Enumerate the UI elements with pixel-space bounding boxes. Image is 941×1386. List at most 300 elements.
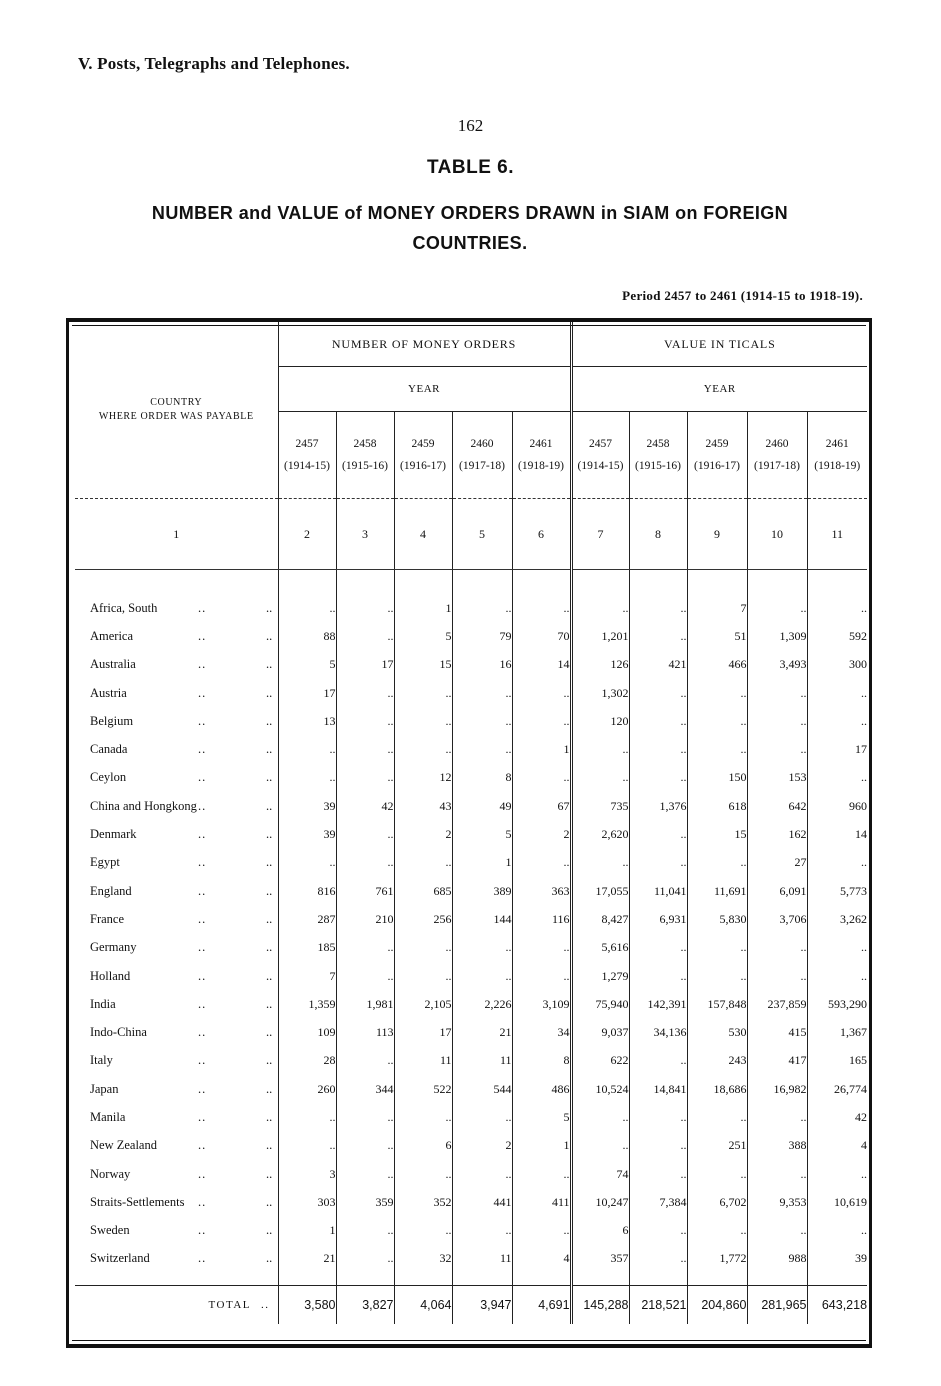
country-header <box>75 322 278 499</box>
country-cell <box>75 594 278 622</box>
value-cell: 6,702 <box>687 1188 747 1216</box>
value-cell: .. <box>336 735 394 763</box>
value-cell: 1 <box>512 1132 571 1160</box>
leader-dots: .. <box>198 1025 207 1040</box>
leader-dots: .. <box>198 770 207 785</box>
value-cell: .. <box>571 764 629 792</box>
total-cell: 3,580 <box>278 1286 336 1325</box>
value-cell: 344 <box>336 1075 394 1103</box>
year-ad: (1918-19) <box>814 460 861 472</box>
value-cell: 417 <box>747 1047 807 1075</box>
value-cell: 988 <box>747 1245 807 1273</box>
value-cell: 21 <box>452 1018 512 1046</box>
value-cell: .. <box>394 962 452 990</box>
value-cell: 7 <box>278 962 336 990</box>
value-cell: 2 <box>512 820 571 848</box>
table-row <box>75 849 867 877</box>
table-row <box>75 1132 867 1160</box>
value-cell: 11 <box>394 1047 452 1075</box>
value-cell: 1,772 <box>687 1245 747 1273</box>
country-cell <box>75 1217 278 1245</box>
value-cell: .. <box>512 849 571 877</box>
value-cell: 210 <box>336 905 394 933</box>
value-cell: 5,616 <box>571 934 629 962</box>
value-cell: .. <box>452 679 512 707</box>
value-cell: .. <box>336 1047 394 1075</box>
value-cell: .. <box>629 849 687 877</box>
leader-dots: .. <box>198 940 207 955</box>
country-name: Denmark <box>90 827 137 842</box>
page-number: 162 <box>457 116 484 135</box>
country-cell <box>75 651 278 679</box>
country-name: Australia <box>90 657 136 672</box>
value-cell: 352 <box>394 1188 452 1216</box>
value-cell: .. <box>394 735 452 763</box>
value-cell: .. <box>452 1160 512 1188</box>
country-cell <box>75 1160 278 1188</box>
value-cell: 14 <box>512 651 571 679</box>
year-header-col-11 <box>807 412 867 499</box>
leader-dots: .. <box>198 827 207 842</box>
value-cell: .. <box>747 594 807 622</box>
value-cell: .. <box>629 707 687 735</box>
value-cell: 6 <box>571 1217 629 1245</box>
country-cell <box>75 622 278 650</box>
value-cell: 142,391 <box>629 990 687 1018</box>
value-cell: 26,774 <box>807 1075 867 1103</box>
value-cell: 42 <box>336 792 394 820</box>
year-be: 2460 <box>470 438 494 450</box>
value-cell: 260 <box>278 1075 336 1103</box>
column-number-4: 4 <box>394 499 452 570</box>
table-row <box>75 1245 867 1273</box>
value-cell: .. <box>687 707 747 735</box>
year-ad: (1917-18) <box>754 460 801 472</box>
table-row <box>75 679 867 707</box>
value-cell: 6 <box>394 1132 452 1160</box>
total-cell: 643,218 <box>807 1286 867 1325</box>
value-cell: .. <box>807 962 867 990</box>
value-cell: 88 <box>278 622 336 650</box>
value-cell: 17 <box>807 735 867 763</box>
total-cell: 3,947 <box>452 1286 512 1325</box>
value-cell: 593,290 <box>807 990 867 1018</box>
value-cell: 79 <box>452 622 512 650</box>
value-cell: 363 <box>512 877 571 905</box>
country-name: Holland <box>90 968 131 983</box>
country-cell <box>75 679 278 707</box>
country-cell <box>75 905 278 933</box>
country-name: Ceylon <box>90 770 127 785</box>
year-ad: (1917-18) <box>459 460 505 472</box>
value-cell: .. <box>747 934 807 962</box>
value-cell: 1,376 <box>629 792 687 820</box>
value-cell: 1,309 <box>747 622 807 650</box>
value-cell: 3,493 <box>747 651 807 679</box>
value-cell: 113 <box>336 1018 394 1046</box>
value-cell: .. <box>336 1245 394 1273</box>
value-cell: 735 <box>571 792 629 820</box>
value-cell: .. <box>336 849 394 877</box>
value-cell: 75,940 <box>571 990 629 1018</box>
value-cell: 109 <box>278 1018 336 1046</box>
value-cell: 10,619 <box>807 1188 867 1216</box>
country-name: America <box>90 628 134 643</box>
value-cell: .. <box>571 594 629 622</box>
value-cell: 17 <box>394 1018 452 1046</box>
value-cell: 618 <box>687 792 747 820</box>
value-cell: 39 <box>278 792 336 820</box>
value-cell: .. <box>807 849 867 877</box>
value-cell: 287 <box>278 905 336 933</box>
leader-dots: .. <box>198 628 207 643</box>
value-cell: 11 <box>452 1245 512 1273</box>
column-number-2: 2 <box>278 499 336 570</box>
value-cell: .. <box>394 1160 452 1188</box>
value-cell: .. <box>278 1132 336 1160</box>
year-be: 2461 <box>529 438 553 450</box>
country-name: Germany <box>90 940 137 955</box>
country-name: Japan <box>90 1081 119 1096</box>
value-cell: 5 <box>278 651 336 679</box>
value-cell: 17,055 <box>571 877 629 905</box>
value-cell: 256 <box>394 905 452 933</box>
value-cell: 421 <box>629 651 687 679</box>
year-ad: (1915-16) <box>342 460 388 472</box>
value-cell: 6,091 <box>747 877 807 905</box>
country-cell <box>75 990 278 1018</box>
leader-dots: .. <box>266 798 273 813</box>
value-cell: 16,982 <box>747 1075 807 1103</box>
value-cell: 530 <box>687 1018 747 1046</box>
year-ad: (1915-16) <box>635 460 682 472</box>
value-cell: .. <box>629 934 687 962</box>
value-cell: .. <box>336 1103 394 1131</box>
value-cell: .. <box>452 594 512 622</box>
value-cell: 15 <box>394 651 452 679</box>
value-cell: 8 <box>512 1047 571 1075</box>
country-name: Italy <box>90 1053 113 1068</box>
leader-dots: .. <box>266 996 273 1011</box>
value-cell: 2 <box>394 820 452 848</box>
leader-dots: .. <box>266 1025 273 1040</box>
value-cell: 42 <box>807 1103 867 1131</box>
value-cell: 816 <box>278 877 336 905</box>
group-header-value: VALUE IN TICALS <box>571 322 867 367</box>
value-cell: 622 <box>571 1047 629 1075</box>
leader-dots: .. <box>266 827 273 842</box>
value-cell: 1,981 <box>336 990 394 1018</box>
country-header-line-1: COUNTRY <box>150 397 203 408</box>
country-cell <box>75 792 278 820</box>
value-cell: 67 <box>512 792 571 820</box>
year-header-col-7 <box>571 412 629 499</box>
country-cell <box>75 1103 278 1131</box>
country-cell <box>75 1245 278 1273</box>
year-be: 2459 <box>411 438 435 450</box>
value-cell: .. <box>629 622 687 650</box>
year-header-col-2 <box>278 412 336 499</box>
leader-dots: .. <box>266 713 273 728</box>
value-cell: .. <box>747 679 807 707</box>
value-cell: .. <box>571 1103 629 1131</box>
total-cell: 218,521 <box>629 1286 687 1325</box>
value-cell: 165 <box>807 1047 867 1075</box>
value-cell: .. <box>512 1217 571 1245</box>
year-ad: (1914-15) <box>284 460 330 472</box>
year-header-col-10 <box>747 412 807 499</box>
value-cell: .. <box>807 707 867 735</box>
leader-dots: .. <box>266 1081 273 1096</box>
value-cell: 49 <box>452 792 512 820</box>
country-header-line-2: WHERE ORDER WAS PAYABLE <box>98 411 254 422</box>
column-number-1: 1 <box>75 499 278 570</box>
value-cell: 7 <box>687 594 747 622</box>
value-cell: 251 <box>687 1132 747 1160</box>
subtitle-line-1: NUMBER and VALUE of MONEY ORDERS DRAWN in SIAM on FOREIGN <box>151 203 789 223</box>
leader-dots: .. <box>198 1053 207 1068</box>
value-cell: 685 <box>394 877 452 905</box>
value-cell: .. <box>336 1132 394 1160</box>
value-cell: 357 <box>571 1245 629 1273</box>
leader-dots: .. <box>198 798 207 813</box>
total-label: TOTAL <box>208 1299 251 1312</box>
value-cell: .. <box>629 962 687 990</box>
table-row <box>75 990 867 1018</box>
value-cell: .. <box>629 594 687 622</box>
leader-dots: .. <box>261 1299 270 1312</box>
country-cell <box>75 877 278 905</box>
value-cell: 441 <box>452 1188 512 1216</box>
value-cell: .. <box>394 934 452 962</box>
table-row <box>75 820 867 848</box>
value-cell: 415 <box>747 1018 807 1046</box>
value-cell: 9,037 <box>571 1018 629 1046</box>
leader-dots: .. <box>198 996 207 1011</box>
year-ad: (1916-17) <box>400 460 446 472</box>
value-cell: .. <box>394 679 452 707</box>
period-note: Period 2457 to 2461 (1914-15 to 1918-19). <box>622 288 863 303</box>
table-row <box>75 651 867 679</box>
leader-dots: .. <box>266 1251 273 1266</box>
value-cell: 12 <box>394 764 452 792</box>
value-cell: .. <box>747 1160 807 1188</box>
table-row <box>75 1188 867 1216</box>
country-name: Belgium <box>90 713 134 728</box>
year-header-col-6 <box>512 412 571 499</box>
value-cell: .. <box>452 962 512 990</box>
table-title: TABLE 6. <box>426 157 515 178</box>
value-cell: .. <box>512 764 571 792</box>
value-cell: 3,109 <box>512 990 571 1018</box>
value-cell: 14 <box>807 820 867 848</box>
value-cell: .. <box>629 1047 687 1075</box>
value-cell: .. <box>512 1160 571 1188</box>
country-name: England <box>90 883 132 898</box>
total-cell: 281,965 <box>747 1286 807 1325</box>
value-cell: .. <box>336 707 394 735</box>
value-cell: 28 <box>278 1047 336 1075</box>
value-cell: 1 <box>394 594 452 622</box>
country-name: Africa, South <box>90 600 158 615</box>
table-row <box>75 962 867 990</box>
leader-dots: .. <box>266 855 273 870</box>
value-cell: .. <box>394 707 452 735</box>
value-cell: .. <box>336 622 394 650</box>
country-name: China and Hongkong <box>90 798 197 813</box>
value-cell: 17 <box>278 679 336 707</box>
value-cell: 4 <box>512 1245 571 1273</box>
value-cell: 3,706 <box>747 905 807 933</box>
country-name: India <box>90 996 116 1011</box>
year-header-col-9 <box>687 412 747 499</box>
value-cell: .. <box>807 679 867 707</box>
leader-dots: .. <box>198 657 207 672</box>
value-cell: .. <box>687 735 747 763</box>
value-cell: 14,841 <box>629 1075 687 1103</box>
country-cell <box>75 735 278 763</box>
value-cell: 761 <box>336 877 394 905</box>
table-row <box>75 905 867 933</box>
country-cell <box>75 1075 278 1103</box>
total-cell: 145,288 <box>571 1286 629 1325</box>
value-cell: 388 <box>747 1132 807 1160</box>
value-cell: 5 <box>394 622 452 650</box>
leader-dots: .. <box>198 1223 207 1238</box>
value-cell: 544 <box>452 1075 512 1103</box>
country-cell <box>75 764 278 792</box>
value-cell: 1 <box>452 849 512 877</box>
value-cell: 359 <box>336 1188 394 1216</box>
total-label-cell <box>75 1286 278 1325</box>
value-cell: 1 <box>512 735 571 763</box>
table-row <box>75 594 867 622</box>
leader-dots: .. <box>198 1138 207 1153</box>
leader-dots: .. <box>266 742 273 757</box>
country-name: Canada <box>90 742 128 757</box>
leader-dots: .. <box>266 685 273 700</box>
value-cell: .. <box>571 1132 629 1160</box>
year-label-number: YEAR <box>278 367 571 412</box>
leader-dots: .. <box>266 628 273 643</box>
leader-dots: .. <box>266 657 273 672</box>
country-cell <box>75 707 278 735</box>
leader-dots: .. <box>266 1138 273 1153</box>
value-cell: 642 <box>747 792 807 820</box>
leader-dots: .. <box>198 600 207 615</box>
table-row <box>75 1160 867 1188</box>
value-cell: 10,524 <box>571 1075 629 1103</box>
value-cell: .. <box>452 735 512 763</box>
value-cell: .. <box>452 707 512 735</box>
value-cell: .. <box>687 962 747 990</box>
value-cell: .. <box>629 820 687 848</box>
group-header-number: NUMBER OF MONEY ORDERS <box>278 322 571 367</box>
country-cell <box>75 1188 278 1216</box>
value-cell: 116 <box>512 905 571 933</box>
table-subtitle <box>120 198 820 258</box>
column-number-3: 3 <box>336 499 394 570</box>
value-cell: .. <box>336 962 394 990</box>
total-cell: 204,860 <box>687 1286 747 1325</box>
country-cell <box>75 934 278 962</box>
country-name: Indo-China <box>90 1025 147 1040</box>
year-ad: (1916-17) <box>694 460 741 472</box>
year-header-col-5 <box>452 412 512 499</box>
value-cell: 592 <box>807 622 867 650</box>
value-cell: 157,848 <box>687 990 747 1018</box>
value-cell: 243 <box>687 1047 747 1075</box>
year-be: 2458 <box>646 438 670 450</box>
value-cell: 9,353 <box>747 1188 807 1216</box>
value-cell: .. <box>336 1217 394 1245</box>
value-cell: .. <box>629 1245 687 1273</box>
value-cell: .. <box>512 594 571 622</box>
value-cell: 5,830 <box>687 905 747 933</box>
table-row <box>75 735 867 763</box>
column-number-11: 11 <box>807 499 867 570</box>
country-cell <box>75 1132 278 1160</box>
country-name: Straits-Settlements <box>90 1194 185 1209</box>
value-cell: 11,691 <box>687 877 747 905</box>
table-row <box>75 792 867 820</box>
money-orders-table <box>75 322 867 1324</box>
value-cell: 43 <box>394 792 452 820</box>
value-cell: 8 <box>452 764 512 792</box>
leader-dots: .. <box>266 770 273 785</box>
value-cell: 1,201 <box>571 622 629 650</box>
value-cell: .. <box>394 849 452 877</box>
value-cell: 2,226 <box>452 990 512 1018</box>
country-name: Egypt <box>90 855 120 870</box>
value-cell: 411 <box>512 1188 571 1216</box>
value-cell: 39 <box>278 820 336 848</box>
value-cell: .. <box>512 934 571 962</box>
leader-dots: .. <box>198 685 207 700</box>
value-cell: .. <box>747 735 807 763</box>
value-cell: 3,262 <box>807 905 867 933</box>
year-header-col-4 <box>394 412 452 499</box>
value-cell: 2,620 <box>571 820 629 848</box>
value-cell: .. <box>687 934 747 962</box>
value-cell: 5 <box>452 820 512 848</box>
value-cell: .. <box>394 1103 452 1131</box>
leader-dots: .. <box>198 1194 207 1209</box>
value-cell: 10,247 <box>571 1188 629 1216</box>
leader-dots: .. <box>266 911 273 926</box>
value-cell: .. <box>512 707 571 735</box>
value-cell: 960 <box>807 792 867 820</box>
value-cell: .. <box>278 1103 336 1131</box>
value-cell: .. <box>452 934 512 962</box>
value-cell: .. <box>336 764 394 792</box>
value-cell: 1 <box>278 1217 336 1245</box>
leader-dots: .. <box>198 883 207 898</box>
value-cell: .. <box>687 1217 747 1245</box>
value-cell: 466 <box>687 651 747 679</box>
country-name: New Zealand <box>90 1138 157 1153</box>
value-cell: .. <box>336 820 394 848</box>
country-cell <box>75 849 278 877</box>
leader-dots: .. <box>198 713 207 728</box>
leader-dots: .. <box>266 1223 273 1238</box>
value-cell: 34 <box>512 1018 571 1046</box>
value-cell: 522 <box>394 1075 452 1103</box>
total-cell: 4,691 <box>512 1286 571 1325</box>
value-cell: 17 <box>336 651 394 679</box>
country-name: Sweden <box>90 1223 130 1238</box>
table-row <box>75 1075 867 1103</box>
